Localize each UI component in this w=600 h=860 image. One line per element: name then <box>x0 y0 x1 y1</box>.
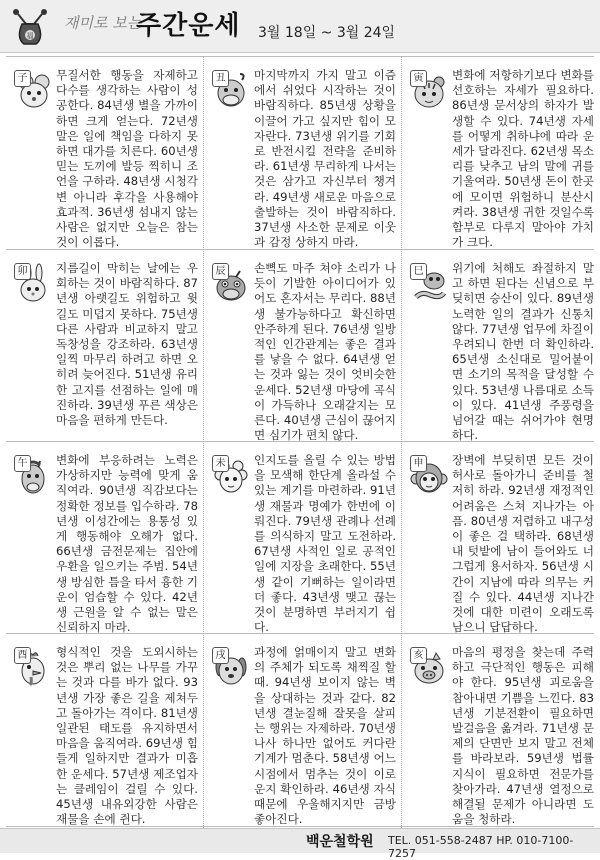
svg-text:福: 福 <box>26 32 34 40</box>
zodiac-badge: 酉 <box>14 647 31 664</box>
footer-contact: TEL. 051-558-2487 HP. 010-7100-7257 <box>388 834 574 860</box>
zodiac-badge: 子 <box>14 70 31 87</box>
zodiac-badge: 丑 <box>212 70 229 87</box>
zodiac-badge: 亥 <box>410 647 427 664</box>
fortune-cell-tiger <box>408 68 594 250</box>
ox-icon <box>212 70 250 110</box>
fortune-text: 위기에 처해도 좌절하지 말고 하면 된다는 신념으로 부딪히면 승산이 있다. 89년생 노력한 일의 결과가 신통치 않다. 77년생 업무에 차질이 우려되니 한번 더 확인하라. 65년생 소신대로 밀어붙이면 소기의 목적을 달성할 수 있다. 53년생 나름대로 소득이 있다. 41년생 주풍령을 넘어갈 때는 쉬어가야 현명하다. <box>452 261 594 443</box>
zodiac-badge: 未 <box>212 455 229 472</box>
fortune-text: 마지막까지 가지 말고 이즘에서 쉬었다 시작하는 것이 바람직하다. 85년생 상황을 이끌어 가고 싶지만 힘이 모자란다. 73년생 위기를 기회로 반전시킬 전략을 준비하라. 61년생 무리하게 나서는 것은 삼가고 자신부터 챙겨라. 49년생 새로운 마음으로 출발하는 것이 바람직하다. 37년생 사소한 문제로 이웃과 감정 상하지 마라. <box>254 68 396 250</box>
zodiac-badge: 戌 <box>212 647 229 664</box>
fortune-text: 과정에 얽매이지 말고 변화의 주체가 되도록 채찍질 할 때. 94년생 보이지 않는 벽을 상대하는 것과 같다. 82년생 결눈질해 잘못을 살피는 행위는 자제하라. 70년생 나사 하나만 없어도 커다란 기계가 멈춘다. 58년생 어느 시점에서 멈추는 것이 이로운지 확인하라. 46년생 자식 때문에 우울해지지만 금방 좋아진다. <box>254 645 396 827</box>
fortune-cell-monkey <box>408 453 594 635</box>
fortune-cell-rat <box>12 68 198 250</box>
grid-divider <box>401 56 402 828</box>
fortune-text: 변화에 저항하기보다 변화를 선호하는 자세가 필요하다. 86년생 문서상의 하자가 발생할 수 있다. 74년생 자세를 어떻게 취하냐에 따라 운세가 달라진다. 62년생 목소리를 낮추고 남의 말에 귀를 기울여라. 50년생 돈이 한곳에 모이면 위험하니 분산시켜라. 38년생 귀한 것일수록 함부로 다루지 말아야 가치가 크다. <box>452 68 594 250</box>
zodiac-badge: 卯 <box>14 263 31 280</box>
fortune-cell-ox <box>210 68 396 250</box>
grid-divider <box>203 56 204 828</box>
zodiac-badge: 巳 <box>410 263 427 280</box>
horse-icon <box>14 455 52 495</box>
fortune-text: 손뼉도 마주 쳐야 소리가 나듯이 기발한 아이디어가 있어도 혼자서는 무리다. 88년생 불가능하다고 확신하면 안주하게 된다. 76년생 일방적인 인간관계는 좋은 결과를 낳을 수 없다. 64년생 얻는 것과 잃는 것이 엇비슷한 운세다. 52년생 마당에 곡식이 가득하나 오래갈지는 모른다. 40년생 근심이 끊어지면 심기가 편치 않다. <box>254 261 396 443</box>
fortune-cell-dog <box>210 645 396 827</box>
dog-icon <box>212 647 250 687</box>
sheep-icon <box>212 455 250 495</box>
fortune-cell-rabbit <box>12 261 198 439</box>
grid-divider <box>6 56 594 57</box>
zodiac-badge: 辰 <box>212 263 229 280</box>
fortune-cell-rooster <box>12 645 198 827</box>
fortune-pouch-icon <box>8 4 52 48</box>
zodiac-badge: 午 <box>14 455 31 472</box>
page-title: 주간운세 <box>136 11 241 41</box>
fortune-text: 지름길이 막히는 날에는 우회하는 것이 바람직하다. 87년생 아랫길도 위험하고 윗길도 미덥지 못하다. 75년생 다른 사람과 비교하지 말고 독창성을 강조하라. 63년생 일찍 마무리 하려고 하면 오히려 늦어진다. 51년생 유리한 고지를 선점하는 일에 매진하라. 39년생 푸른 색상은 마음을 편하게 만든다. <box>56 261 198 428</box>
footer-name: 백운철학원 <box>306 834 374 850</box>
header-subtitle: 재미로 보는 <box>64 14 142 32</box>
monkey-icon <box>410 455 448 495</box>
date-range: 3월 18일 ~ 3월 24일 <box>258 25 396 41</box>
pig-icon <box>410 647 448 687</box>
fortune-text: 무질서한 행동을 자제하고 다수를 생각하는 사람이 성공한다. 84년생 별을 가까이 하면 크게 얻는다. 72년생 말은 일에 책임을 다하지 못하면 대가를 치른다. 60년생 믿는 도끼에 발등 찍히니 조언을 구하라. 48년생 시청각변 아니라 후각을 사용해야 효과적. 36년생 섬내지 않는 사람은 없지만 오늘은 참는 것이 이롭다. <box>56 68 198 250</box>
fortune-cell-horse <box>12 453 198 635</box>
header <box>0 0 600 53</box>
fortune-cell-dragon <box>210 261 396 443</box>
zodiac-badge: 申 <box>410 455 427 472</box>
rooster-icon <box>14 647 52 687</box>
fortune-cell-sheep <box>210 453 396 635</box>
fortune-text: 형식적인 것을 도외시하는 것은 뿌리 없는 나무를 가꾸는 것과 다를 바가 없다. 93년생 가장 좋은 길을 제쳐두고 돌아가는 격이다. 81년생 일관된 태도를 유지하면서 마음을 움직여라. 69년생 힘들게 일하지만 결과가 미흡한 운세다. 57년생 제조업자는 클레임이 걸릴 수 있다. 45년생 내유외강한 사람은 재물을 손에 쥔다. <box>56 645 198 827</box>
fortune-text: 인지도를 올릴 수 있는 방법을 모색해 한단계 올라설 수 있는 계기를 마련하라. 91년생 재물과 명예가 한번에 이뤄진다. 79년생 관례나 선례를 의식하지 말고 도전하라. 67년생 사적인 일로 공적인 일에 지장을 초래한다. 55년생 같이 기뻐하는 일이라면 더 좋다. 43년생 맺고 끊는 것이 분명하면 부러지기 쉽다. <box>254 453 396 635</box>
fortune-text: 변화에 부응하려는 노력은 가상하지만 능력에 맞게 움직여라. 90년생 직감보다는 정확한 정보를 입수하라. 78년생 이성간에는 용통성 있게 행동해야 오해가 없다. 66년생 금전문제는 집안에 우환을 일으키는 주범. 54년생 방심한 틈을 타서 흉한 기운이 엄습할 수 있다. 42년생 근원을 알 수 없는 말은 신뢰하지 마라. <box>56 453 198 635</box>
rat-icon <box>14 70 52 110</box>
footer <box>0 828 600 860</box>
fortune-text: 마음의 평정을 찾는데 주력하고 극단적인 행동은 피해야 한다. 95년생 괴로움을 참아내면 기쁨을 느낀다. 83년생 기분전환이 필요하면 발걸음을 옮겨라. 71년생 문제의 단면만 보지 말고 전체를 바라보라. 59년생 법률 지식이 필요하면 전문가를 찾아가라. 47년생 열정으로 해결될 문제가 아니라면 도움을 청하라. <box>452 645 594 827</box>
snake-icon <box>410 263 448 303</box>
fortune-text: 장벽에 부딪히면 모든 것이 허사로 돌아가니 준비를 철저히 하라. 92년생 재정적인 어려움은 스쳐 지나가는 아픔. 80년생 저렴하고 내구성이 좋은 걸 택하라. 68년생 내 텃밭에 남이 들어와도 너그럽게 용서하자. 56년생 시간이 지남에 따라 의무는 커질 수 있다. 44년생 지나간 것에 대한 미련이 오래도록 남으니 답답하다. <box>452 453 594 635</box>
zodiac-badge: 寅 <box>410 70 427 87</box>
fortune-cell-snake <box>408 261 594 443</box>
dragon-icon <box>212 263 250 303</box>
tiger-icon <box>410 70 448 110</box>
fortune-cell-pig <box>408 645 594 827</box>
rabbit-icon <box>14 263 52 303</box>
